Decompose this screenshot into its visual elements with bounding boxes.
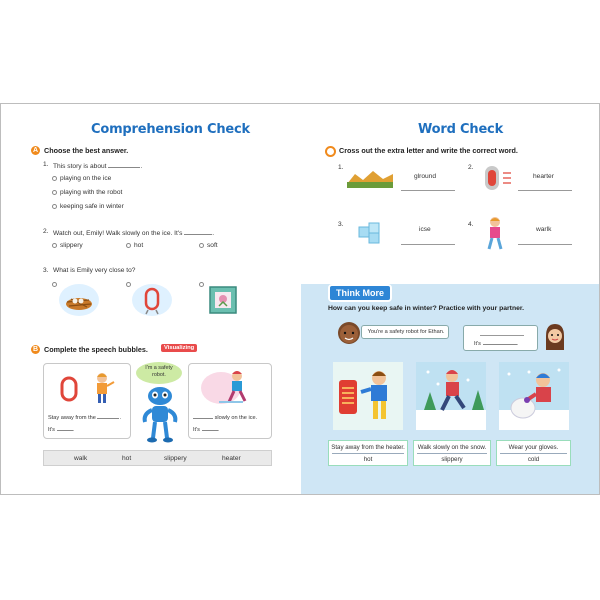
word-bank xyxy=(43,450,272,466)
heater-picture[interactable] xyxy=(132,284,172,321)
scene-card-1-sentence: Stay away from the heater. xyxy=(331,444,405,451)
item-2-word: hearter xyxy=(533,173,554,180)
section-a-heading: Choose the best answer. xyxy=(44,146,129,155)
q3-text: What is Emily very close to? xyxy=(53,267,136,274)
gloves-scene-picture xyxy=(499,362,569,430)
q2-text: Watch out, Emily! Walk slowly on the ice. It's . xyxy=(53,230,215,237)
heater-picture-2 xyxy=(479,163,515,195)
q2-option-3-radio[interactable] xyxy=(199,243,204,248)
word-check-title: Word Check xyxy=(418,122,504,137)
item-4-number: 4. xyxy=(468,221,474,228)
ice-cubes-picture xyxy=(355,219,387,247)
q1-option-3-radio[interactable] xyxy=(52,204,57,209)
its-2: It's . xyxy=(193,427,220,433)
scene-card-1-answer: hot xyxy=(363,456,373,463)
q1-option-1-radio[interactable] xyxy=(52,176,57,181)
item-4-word: warlk xyxy=(536,226,552,233)
word-bank-word: hot xyxy=(122,455,132,462)
girl-avatar xyxy=(542,322,568,354)
sentence-1: Stay away from the . xyxy=(48,415,122,421)
scene-card-3-answer: cold xyxy=(527,456,540,463)
word-bank-word: slippery xyxy=(164,455,187,462)
section-a-badge: A xyxy=(32,147,39,154)
walking-girl-picture xyxy=(482,216,508,252)
item-3-word: icse xyxy=(419,226,431,233)
item-4-answer-line[interactable] xyxy=(518,244,572,245)
right-speech-bubble xyxy=(463,325,538,351)
ice-skater-illustration xyxy=(199,368,263,408)
q2-option-2-radio[interactable] xyxy=(126,243,131,248)
scene-card-2-sentence: Walk slowly on the snow. xyxy=(417,444,487,451)
q1-text: This story is about . xyxy=(53,163,143,170)
q1-option-2: playing with the robot xyxy=(60,189,123,196)
q2-number: 2. xyxy=(43,228,49,235)
q2-option-1-radio[interactable] xyxy=(52,243,57,248)
q1-option-3: keeping safe in winter xyxy=(60,203,124,210)
word-bank-word: heater xyxy=(222,455,241,462)
robot-speech-text: I'm a safety robot. xyxy=(145,365,173,378)
q3-number: 3. xyxy=(43,267,49,274)
visualizing-tag: Visualizing xyxy=(161,344,197,352)
right-bubble-line-1[interactable] xyxy=(480,335,524,336)
q1-option-1: playing on the ice xyxy=(60,175,112,182)
robot-illustration xyxy=(139,386,181,444)
nest-picture[interactable] xyxy=(59,284,99,321)
ground-picture xyxy=(345,168,395,190)
speech-box-left xyxy=(43,363,131,439)
think-more-question: How can you keep safe in winter? Practice with your partner. xyxy=(328,305,525,312)
scene-card-3-sentence: Wear your gloves. xyxy=(508,444,559,451)
q3-option-3-radio[interactable] xyxy=(199,282,204,287)
item-1-word: glround xyxy=(414,173,436,180)
item-2-answer-line[interactable] xyxy=(518,190,572,191)
q1-option-2-radio[interactable] xyxy=(52,190,57,195)
section-b-heading: Complete the speech bubbles. xyxy=(44,345,148,354)
item-1-number: 1. xyxy=(338,164,344,171)
item-1-answer-line[interactable] xyxy=(401,190,455,191)
instruction-marker xyxy=(325,146,336,157)
item-3-number: 3. xyxy=(338,221,344,228)
q1-number: 1. xyxy=(43,161,49,168)
scene-card-3 xyxy=(496,440,571,466)
scene-card-2 xyxy=(413,440,491,466)
heater-girl-illustration xyxy=(54,370,124,406)
sentence-2: slowly on the ice. xyxy=(193,414,257,421)
left-speech-bubble-text: You're a safety robot for Ethan. xyxy=(367,329,445,335)
heater-scene-picture xyxy=(333,362,403,430)
workbook-spread xyxy=(0,103,600,495)
section-b-badge: B xyxy=(32,346,39,353)
q3-option-2-radio[interactable] xyxy=(126,282,131,287)
think-more-title: Think More xyxy=(328,284,392,302)
q2-option-1: slippery xyxy=(60,242,83,249)
its-1: It's . xyxy=(48,427,75,433)
scene-card-2-answer: slippery xyxy=(441,456,463,463)
item-2-number: 2. xyxy=(468,164,474,171)
speech-box-right xyxy=(188,363,272,439)
right-bubble-its: It's . xyxy=(474,341,519,347)
snow-scene-picture xyxy=(416,362,486,430)
word-check-instruction: Cross out the extra letter and write the correct word. xyxy=(339,146,518,155)
comprehension-check-title: Comprehension Check xyxy=(91,122,250,137)
q3-option-1-radio[interactable] xyxy=(52,282,57,287)
left-speech-bubble xyxy=(361,325,449,339)
q2-option-3: soft xyxy=(207,242,218,249)
boy-avatar xyxy=(335,320,363,350)
item-3-answer-line[interactable] xyxy=(401,244,455,245)
scene-card-1 xyxy=(328,440,408,466)
picture-frame-picture[interactable] xyxy=(207,284,239,321)
robot-speech-bubble xyxy=(136,362,182,384)
word-bank-word: walk xyxy=(74,455,88,462)
q2-option-2: hot xyxy=(134,242,144,249)
